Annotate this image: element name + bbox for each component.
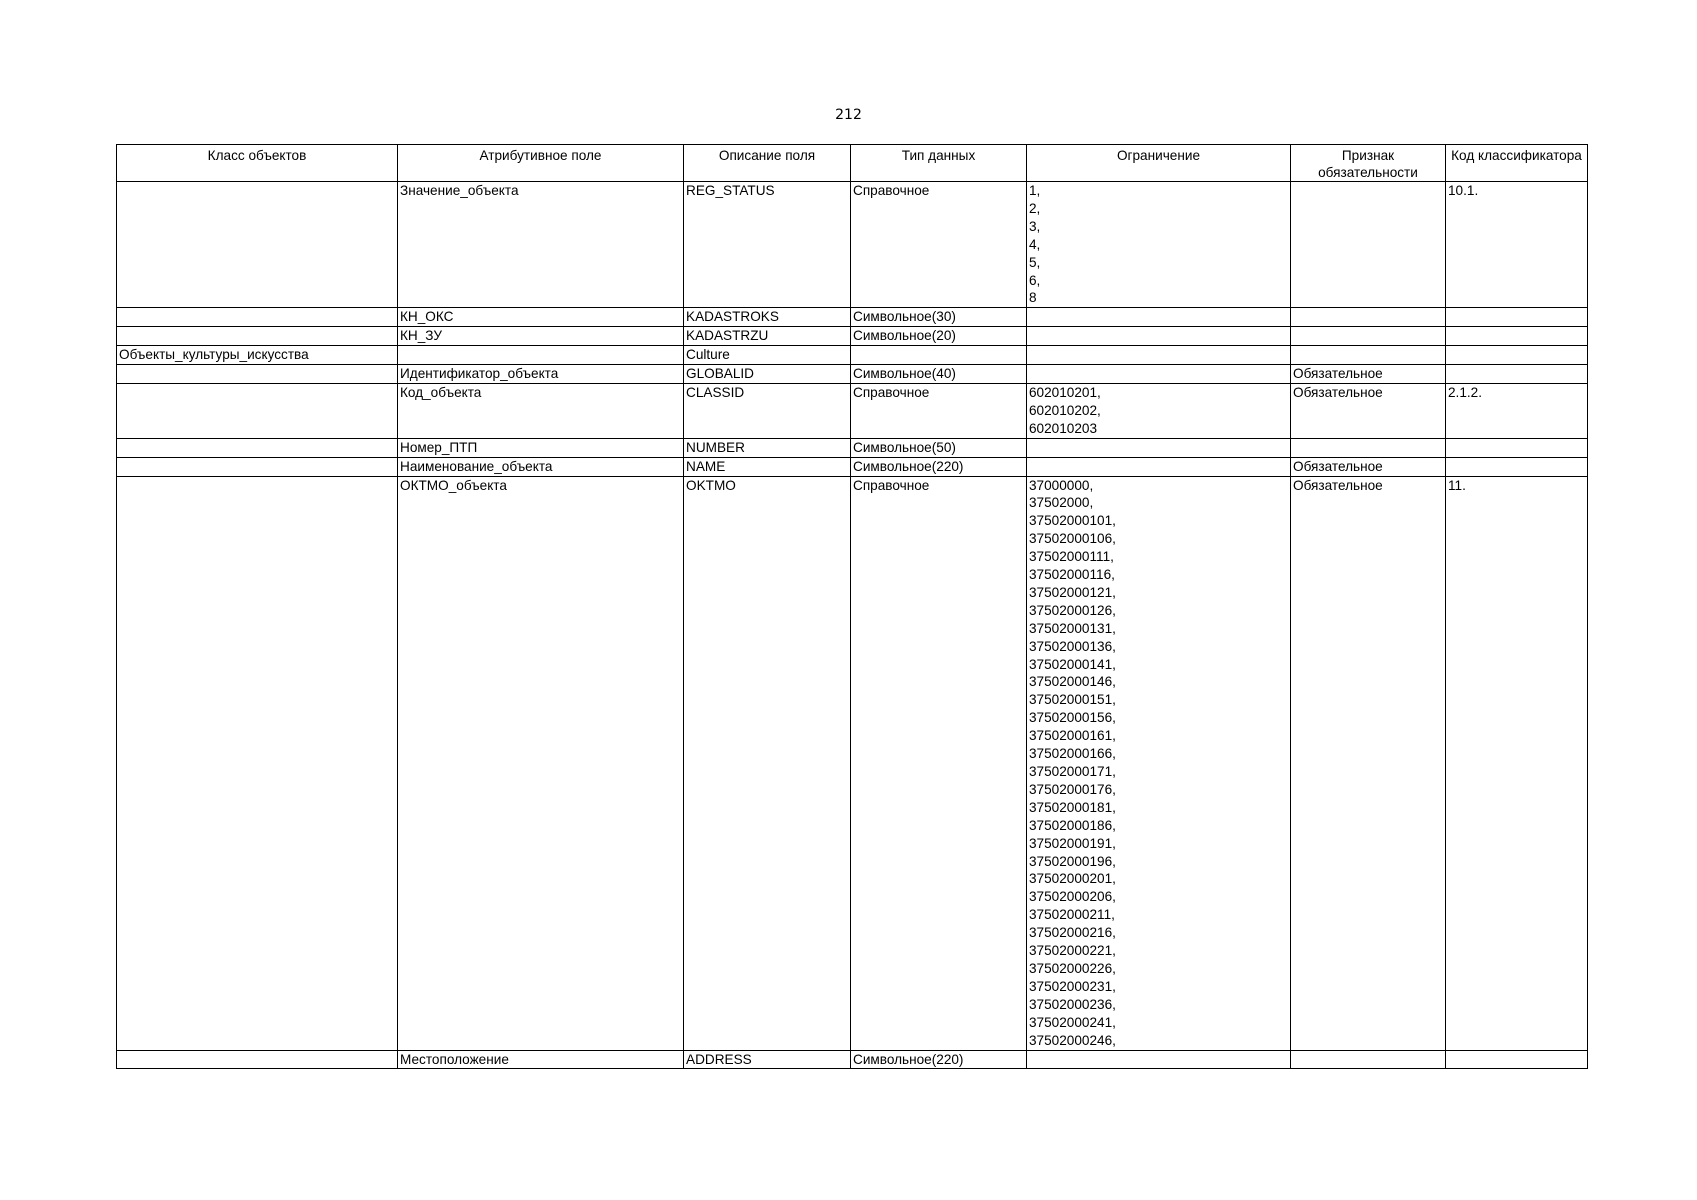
constraint-value: 37000000, — [1029, 477, 1094, 493]
cell-constraint — [1027, 476, 1291, 1050]
cell-constraint — [1027, 438, 1291, 457]
cell-classifier-code — [1446, 1050, 1588, 1069]
constraint-value: 37502000106, — [1029, 531, 1116, 547]
cell-field-description: OKTMO — [684, 476, 851, 1050]
cell-attribute-field: Номер_ПТП — [398, 438, 684, 457]
constraint-value: 37502000226, — [1029, 960, 1116, 976]
constraint-value: 37502000, — [1029, 495, 1094, 511]
constraint-value: 37502000136, — [1029, 638, 1116, 654]
cell-object-class — [117, 438, 398, 457]
cell-constraint — [1027, 182, 1291, 308]
table-row — [117, 476, 1588, 1050]
constraint-value: 6, — [1029, 272, 1041, 288]
cell-constraint — [1027, 346, 1291, 365]
cell-attribute-field: Код_объекта — [398, 383, 684, 438]
constraint-value: 37502000161, — [1029, 728, 1116, 744]
table-row — [117, 327, 1588, 346]
cell-object-class: Объекты_культуры_искусства — [117, 346, 398, 365]
cell-object-class — [117, 1050, 398, 1069]
page-number: 212 — [835, 107, 862, 123]
constraint-value: 37502000156, — [1029, 710, 1116, 726]
table-row — [117, 182, 1588, 308]
cell-field-description: KADASTROKS — [684, 308, 851, 327]
constraint-value: 8 — [1029, 290, 1037, 306]
cell-data-type: Символьное(40) — [851, 365, 1027, 384]
cell-classifier-code: 10.1. — [1446, 182, 1588, 308]
constraint-value: 602010202, — [1029, 402, 1101, 418]
cell-required — [1291, 308, 1446, 327]
constraint-value: 37502000141, — [1029, 656, 1116, 672]
header-classifier-code: Код классификатора — [1446, 145, 1588, 182]
attribute-table — [116, 144, 1588, 1069]
cell-classifier-code — [1446, 327, 1588, 346]
constraint-value: 37502000206, — [1029, 889, 1116, 905]
constraint-value: 37502000191, — [1029, 835, 1116, 851]
cell-required — [1291, 182, 1446, 308]
cell-required: Обязательное — [1291, 365, 1446, 384]
constraint-value: 37502000171, — [1029, 764, 1116, 779]
cell-required — [1291, 1050, 1446, 1069]
table-row — [117, 438, 1588, 457]
table-header-row — [117, 145, 1588, 182]
constraint-value: 3, — [1029, 218, 1041, 234]
constraint-value: 37502000196, — [1029, 853, 1116, 869]
constraint-value: 37502000231, — [1029, 978, 1116, 994]
cell-constraint — [1027, 308, 1291, 327]
cell-required: Обязательное — [1291, 476, 1446, 1050]
constraint-value: 37502000186, — [1029, 817, 1116, 833]
cell-field-description: NAME — [684, 457, 851, 476]
cell-classifier-code — [1446, 346, 1588, 365]
cell-attribute-field: Наименование_объекта — [398, 457, 684, 476]
constraint-value: 37502000116, — [1029, 567, 1115, 583]
constraint-value: 4, — [1029, 236, 1041, 252]
cell-required: Обязательное — [1291, 383, 1446, 438]
cell-object-class — [117, 182, 398, 308]
table-row — [117, 457, 1588, 476]
cell-field-description: KADASTRZU — [684, 327, 851, 346]
table-body — [117, 182, 1588, 1069]
constraint-value: 37502000181, — [1029, 799, 1116, 815]
table-row — [117, 308, 1588, 327]
table-row — [117, 346, 1588, 365]
header-constraint: Ограничение — [1027, 145, 1291, 182]
cell-classifier-code — [1446, 308, 1588, 327]
constraint-value: 37502000151, — [1029, 692, 1116, 708]
header-data-type: Тип данных — [851, 145, 1027, 182]
cell-classifier-code — [1446, 365, 1588, 384]
constraint-value: 37502000236, — [1029, 996, 1116, 1012]
constraint-value: 37502000216, — [1029, 925, 1116, 941]
cell-field-description: CLASSID — [684, 383, 851, 438]
constraint-value: 37502000176, — [1029, 781, 1116, 797]
cell-classifier-code: 11. — [1446, 476, 1588, 1050]
cell-data-type: Символьное(20) — [851, 327, 1027, 346]
cell-data-type: Символьное(50) — [851, 438, 1027, 457]
cell-constraint — [1027, 383, 1291, 438]
cell-required — [1291, 327, 1446, 346]
cell-object-class — [117, 383, 398, 438]
cell-required: Обязательное — [1291, 457, 1446, 476]
cell-attribute-field: Идентификатор_объекта — [398, 365, 684, 384]
cell-attribute-field — [398, 346, 684, 365]
cell-data-type: Справочное — [851, 476, 1027, 1050]
cell-data-type — [851, 346, 1027, 365]
cell-attribute-field: Местоположение — [398, 1050, 684, 1069]
cell-data-type: Справочное — [851, 182, 1027, 308]
cell-object-class — [117, 457, 398, 476]
header-required: Признак обязательности — [1291, 145, 1446, 182]
constraint-value: 37502000146, — [1029, 674, 1116, 690]
constraint-value: 37502000221, — [1029, 943, 1116, 959]
cell-classifier-code: 2.1.2. — [1446, 383, 1588, 438]
constraint-value: 602010203 — [1029, 420, 1098, 436]
cell-attribute-field: Значение_объекта — [398, 182, 684, 308]
cell-required — [1291, 346, 1446, 365]
cell-field-description: GLOBALID — [684, 365, 851, 384]
cell-object-class — [117, 365, 398, 384]
table-row — [117, 365, 1588, 384]
cell-object-class — [117, 308, 398, 327]
header-class: Класс объектов — [117, 145, 398, 182]
constraint-value: 37502000126, — [1029, 602, 1116, 618]
header-attribute-field: Атрибутивное поле — [398, 145, 684, 182]
cell-constraint — [1027, 365, 1291, 384]
constraint-value: 37502000131, — [1029, 620, 1116, 636]
constraint-value: 37502000246, — [1029, 1032, 1116, 1048]
cell-attribute-field: ОКТМО_объекта — [398, 476, 684, 1050]
cell-constraint — [1027, 1050, 1291, 1069]
cell-data-type: Символьное(30) — [851, 308, 1027, 327]
cell-classifier-code — [1446, 457, 1588, 476]
constraint-value: 5, — [1029, 254, 1041, 270]
cell-object-class — [117, 327, 398, 346]
header-field-description: Описание поля — [684, 145, 851, 182]
cell-object-class — [117, 476, 398, 1050]
cell-data-type: Символьное(220) — [851, 457, 1027, 476]
constraint-value: 37502000211, — [1029, 907, 1115, 923]
constraint-value: 37502000166, — [1029, 746, 1116, 762]
cell-attribute-field: КН_ЗУ — [398, 327, 684, 346]
cell-field-description: ADDRESS — [684, 1050, 851, 1069]
cell-attribute-field: КН_ОКС — [398, 308, 684, 327]
cell-field-description: REG_STATUS — [684, 182, 851, 308]
constraint-value: 37502000121, — [1029, 584, 1116, 600]
cell-classifier-code — [1446, 438, 1588, 457]
constraint-value: 2, — [1029, 200, 1041, 216]
table-row — [117, 1050, 1588, 1069]
cell-constraint — [1027, 327, 1291, 346]
cell-field-description: NUMBER — [684, 438, 851, 457]
constraint-value: 37502000201, — [1029, 871, 1116, 887]
constraint-value: 37502000111, — [1029, 549, 1114, 565]
cell-field-description: Culture — [684, 346, 851, 365]
constraint-value: 37502000101, — [1029, 513, 1116, 529]
constraint-value: 37502000241, — [1029, 1014, 1116, 1030]
table-row — [117, 383, 1588, 438]
constraint-value: 602010201, — [1029, 384, 1101, 400]
cell-constraint — [1027, 457, 1291, 476]
cell-data-type: Символьное(220) — [851, 1050, 1027, 1069]
cell-data-type: Справочное — [851, 383, 1027, 438]
constraint-value: 1, — [1029, 183, 1041, 198]
cell-required — [1291, 438, 1446, 457]
